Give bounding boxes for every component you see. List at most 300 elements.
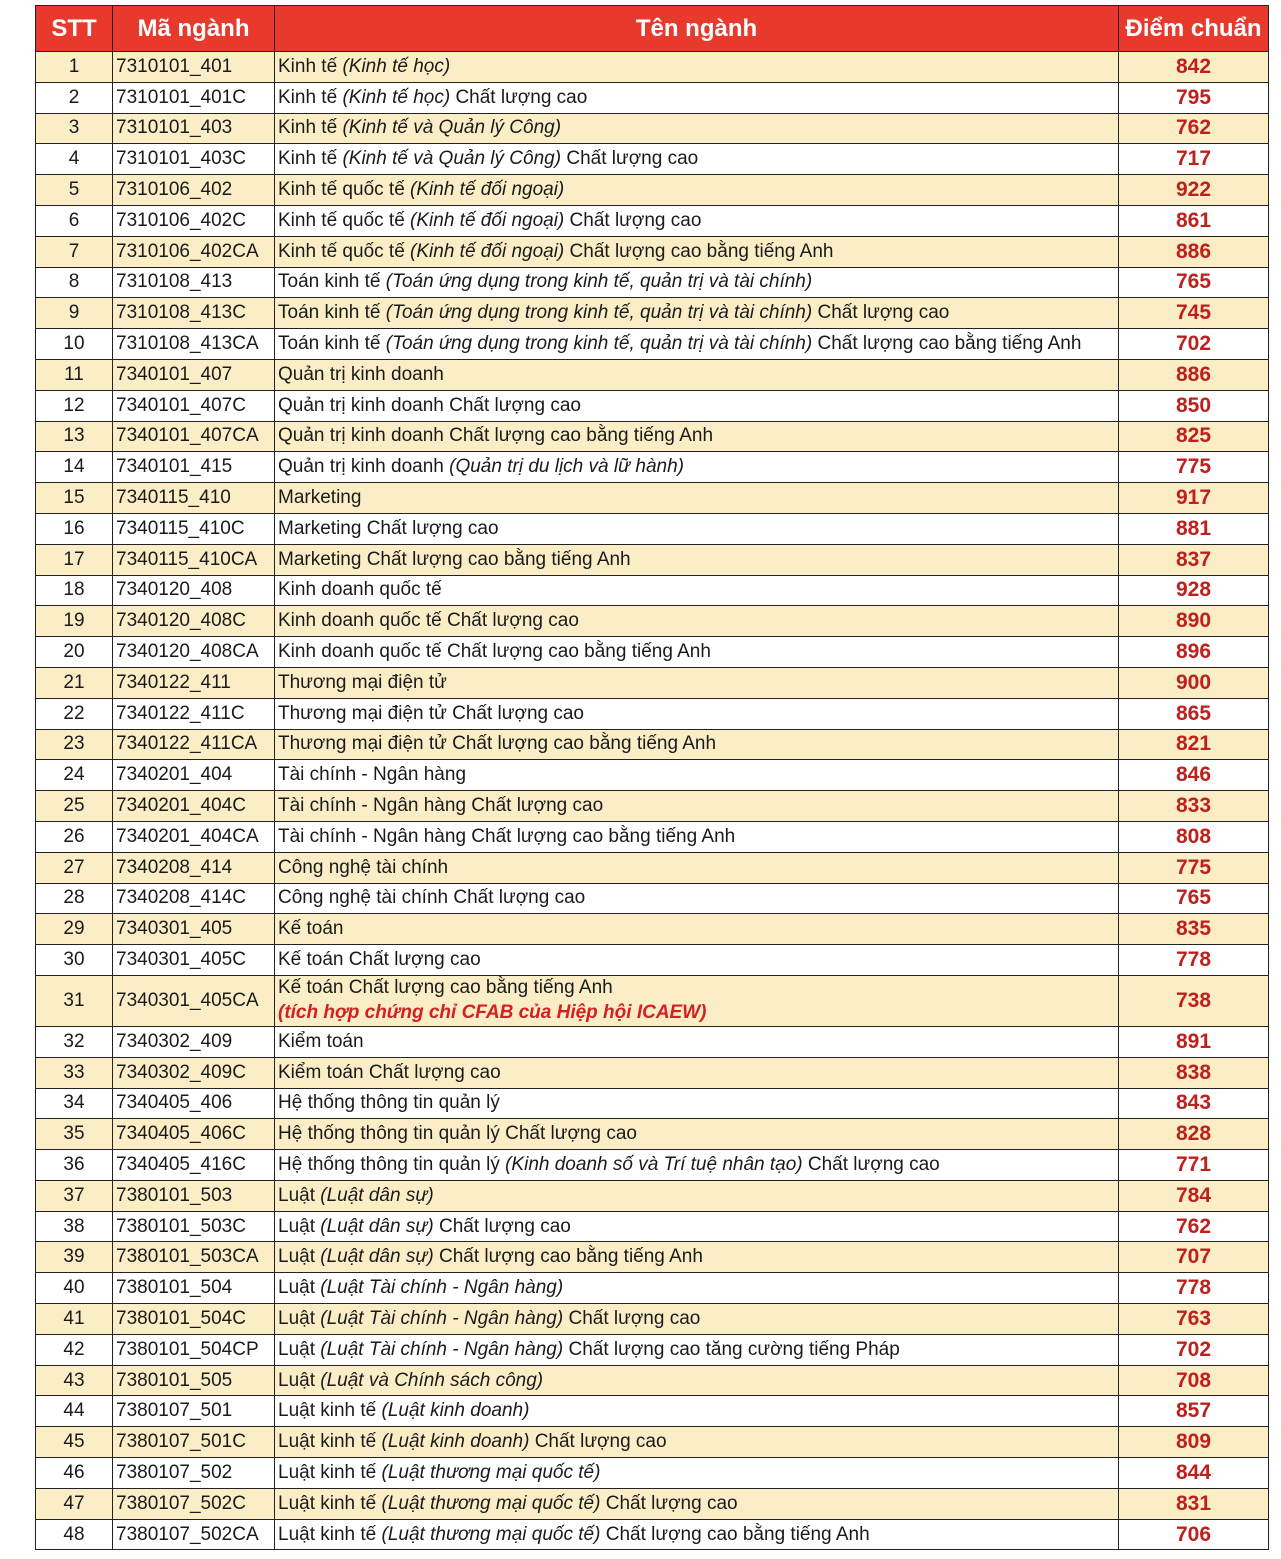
major-name-text: Toán kinh tế — [278, 333, 386, 355]
row-index: 43 — [36, 1365, 113, 1396]
major-code: 7340301_405CA — [113, 975, 275, 1026]
major-name-text: Thương mại điện tử — [278, 671, 447, 693]
major-specialization: (Kinh tế và Quản lý Công) — [342, 117, 562, 139]
major-code: 7310106_402C — [113, 205, 275, 236]
table-row — [36, 359, 1269, 390]
major-code: 7340201_404C — [113, 791, 275, 822]
row-index: 45 — [36, 1427, 113, 1458]
major-code: 7380101_503 — [113, 1180, 275, 1211]
major-name-text: Luật kinh tế — [278, 1523, 382, 1545]
major-code: 7310106_402 — [113, 175, 275, 206]
row-index: 42 — [36, 1334, 113, 1365]
major-name — [275, 205, 1119, 236]
table-row — [36, 205, 1269, 236]
table-row — [36, 298, 1269, 329]
major-name — [275, 1150, 1119, 1181]
major-specialization: (Toán ứng dụng trong kinh tế, quản trị và tài chính) — [385, 271, 813, 293]
table-row — [36, 975, 1269, 1026]
major-program-type: Chất lượng cao — [529, 1431, 667, 1453]
major-name — [275, 1304, 1119, 1335]
major-name — [275, 1427, 1119, 1458]
row-index: 41 — [36, 1304, 113, 1335]
row-index: 17 — [36, 544, 113, 575]
header-stt: STT — [36, 6, 113, 52]
major-name-text: Luật — [278, 1246, 321, 1268]
table-row — [36, 760, 1269, 791]
cutoff-score: 835 — [1119, 914, 1269, 945]
table-row — [36, 698, 1269, 729]
major-name — [275, 421, 1119, 452]
cutoff-score: 708 — [1119, 1365, 1269, 1396]
major-name-text: Luật — [278, 1338, 321, 1360]
major-name-text: Kinh tế — [278, 55, 343, 77]
major-specialization: (Luật Tài chính - Ngân hàng) — [320, 1338, 564, 1360]
cutoff-score: 706 — [1119, 1519, 1269, 1550]
major-name — [275, 236, 1119, 267]
row-index: 26 — [36, 821, 113, 852]
major-code: 7310101_403 — [113, 113, 275, 144]
major-name — [275, 1057, 1119, 1088]
row-index: 18 — [36, 575, 113, 606]
major-code: 7340115_410CA — [113, 544, 275, 575]
major-specialization: (Luật Tài chính - Ngân hàng) — [320, 1277, 564, 1299]
major-code: 7310101_403C — [113, 144, 275, 175]
table-row — [36, 1458, 1269, 1489]
cutoff-score: 825 — [1119, 421, 1269, 452]
major-code: 7380107_502CA — [113, 1519, 275, 1550]
major-name — [275, 760, 1119, 791]
cutoff-score: 881 — [1119, 513, 1269, 544]
row-index: 3 — [36, 113, 113, 144]
major-name-text: Kinh doanh quốc tế Chất lượng cao — [278, 610, 579, 632]
cutoff-score: 707 — [1119, 1242, 1269, 1273]
cutoff-score: 778 — [1119, 1273, 1269, 1304]
cutoff-score: 808 — [1119, 821, 1269, 852]
cutoff-score: 843 — [1119, 1088, 1269, 1119]
major-program-type: Chất lượng cao — [561, 148, 699, 170]
major-specialization: (Luật dân sự) — [320, 1246, 434, 1268]
major-name-text: Kinh tế quốc tế — [278, 179, 411, 201]
cutoff-score: 745 — [1119, 298, 1269, 329]
row-index: 8 — [36, 267, 113, 298]
row-index: 33 — [36, 1057, 113, 1088]
major-specialization: (Quản trị du lịch và lữ hành) — [449, 456, 684, 478]
row-index: 15 — [36, 483, 113, 514]
major-specialization: (Toán ứng dụng trong kinh tế, quản trị và tài chính) — [385, 333, 813, 355]
major-name — [275, 1119, 1119, 1150]
major-name-text: Kinh tế — [278, 117, 343, 139]
cutoff-score: 896 — [1119, 637, 1269, 668]
major-name-text: Toán kinh tế — [278, 271, 386, 293]
table-row — [36, 1026, 1269, 1057]
row-index: 28 — [36, 883, 113, 914]
cutoff-score: 765 — [1119, 267, 1269, 298]
major-code: 7340122_411 — [113, 667, 275, 698]
major-name — [275, 945, 1119, 976]
major-program-type: Chất lượng cao — [564, 209, 702, 231]
major-name-text: Kế toán Chất lượng cao bằng tiếng Anh — [278, 977, 613, 999]
table-row — [36, 1519, 1269, 1550]
major-program-type: Chất lượng cao bằng tiếng Anh — [600, 1523, 870, 1545]
row-index: 20 — [36, 637, 113, 668]
cutoff-score: 890 — [1119, 606, 1269, 637]
cutoff-score: 795 — [1119, 82, 1269, 113]
major-name-text: Tài chính - Ngân hàng Chất lượng cao — [278, 795, 604, 817]
row-index: 9 — [36, 298, 113, 329]
major-name-text: Marketing — [278, 487, 362, 509]
row-index: 13 — [36, 421, 113, 452]
major-name — [275, 52, 1119, 83]
row-index: 4 — [36, 144, 113, 175]
major-name-text: Kinh tế — [278, 86, 343, 108]
major-name-text: Công nghệ tài chính Chất lượng cao — [278, 887, 586, 909]
table-header — [36, 6, 1269, 52]
table-row — [36, 606, 1269, 637]
major-code: 7340208_414 — [113, 852, 275, 883]
cutoff-score: 842 — [1119, 52, 1269, 83]
major-name — [275, 82, 1119, 113]
cutoff-score: 886 — [1119, 359, 1269, 390]
major-name — [275, 1365, 1119, 1396]
major-code: 7310106_402CA — [113, 236, 275, 267]
row-index: 6 — [36, 205, 113, 236]
major-name — [275, 513, 1119, 544]
major-specialization: (Kinh tế học) — [342, 55, 451, 77]
major-code: 7380101_503C — [113, 1211, 275, 1242]
table-body — [36, 52, 1269, 1550]
major-specialization: (Kinh tế đối ngoại) — [410, 179, 565, 201]
major-specialization: (Luật thương mại quốc tế) — [381, 1461, 601, 1483]
row-index: 14 — [36, 452, 113, 483]
major-name — [275, 791, 1119, 822]
table-row — [36, 483, 1269, 514]
major-name-text: Thương mại điện tử Chất lượng cao bằng tiếng Anh — [278, 733, 717, 755]
major-name — [275, 1088, 1119, 1119]
major-code: 7380107_502 — [113, 1458, 275, 1489]
major-name-text: Toán kinh tế — [278, 302, 386, 324]
major-name — [275, 667, 1119, 698]
major-name — [275, 914, 1119, 945]
major-name — [275, 1334, 1119, 1365]
cutoff-score: 775 — [1119, 452, 1269, 483]
major-name-text: Luật — [278, 1307, 321, 1329]
table-row — [36, 667, 1269, 698]
table-row — [36, 144, 1269, 175]
major-code: 7380101_504CP — [113, 1334, 275, 1365]
cutoff-score: 865 — [1119, 698, 1269, 729]
table-row — [36, 82, 1269, 113]
major-specialization: (Kinh doanh số và Trí tuệ nhân tạo) — [505, 1153, 803, 1175]
major-code: 7340120_408C — [113, 606, 275, 637]
row-index: 29 — [36, 914, 113, 945]
major-code: 7340101_407C — [113, 390, 275, 421]
cutoff-score: 917 — [1119, 483, 1269, 514]
major-name-text: Kiểm toán — [278, 1030, 364, 1052]
major-code: 7340120_408CA — [113, 637, 275, 668]
major-name-text: Quản trị kinh doanh Chất lượng cao — [278, 394, 581, 416]
major-code: 7340122_411C — [113, 698, 275, 729]
cutoff-score: 922 — [1119, 175, 1269, 206]
major-name — [275, 1026, 1119, 1057]
major-program-type: Chất lượng cao — [433, 1215, 571, 1237]
table-row — [36, 390, 1269, 421]
table-row — [36, 267, 1269, 298]
table-row — [36, 1365, 1269, 1396]
row-index: 2 — [36, 82, 113, 113]
major-name — [275, 975, 1119, 1026]
major-name-text: Kế toán Chất lượng cao — [278, 949, 481, 970]
major-program-type: Chất lượng cao — [812, 302, 950, 324]
cutoff-score: 886 — [1119, 236, 1269, 267]
row-index: 39 — [36, 1242, 113, 1273]
major-name-text: Kiểm toán Chất lượng cao — [278, 1061, 501, 1083]
major-name — [275, 729, 1119, 760]
major-code: 7340101_415 — [113, 452, 275, 483]
row-index: 1 — [36, 52, 113, 83]
table-row — [36, 821, 1269, 852]
major-name-text: Kinh tế quốc tế — [278, 240, 411, 262]
major-name — [275, 544, 1119, 575]
table-row — [36, 513, 1269, 544]
major-name-text: Hệ thống thông tin quản lý — [278, 1092, 500, 1114]
cutoff-score: 833 — [1119, 791, 1269, 822]
major-name-text: Luật — [278, 1215, 321, 1237]
cutoff-score: 821 — [1119, 729, 1269, 760]
major-name — [275, 175, 1119, 206]
row-index: 36 — [36, 1150, 113, 1181]
cutoff-score: 838 — [1119, 1057, 1269, 1088]
major-code: 7340405_416C — [113, 1150, 275, 1181]
table-row — [36, 1057, 1269, 1088]
cutoff-score: 928 — [1119, 575, 1269, 606]
major-specialization: (Luật thương mại quốc tế) — [381, 1523, 601, 1545]
table-row — [36, 1211, 1269, 1242]
major-name — [275, 1488, 1119, 1519]
major-specialization: (Luật thương mại quốc tế) — [381, 1492, 601, 1514]
major-code: 7340101_407 — [113, 359, 275, 390]
row-index: 40 — [36, 1273, 113, 1304]
major-name — [275, 1180, 1119, 1211]
major-code: 7340201_404CA — [113, 821, 275, 852]
table-row — [36, 1396, 1269, 1427]
major-name-text: Kinh tế — [278, 148, 343, 170]
major-code: 7340115_410C — [113, 513, 275, 544]
major-name — [275, 637, 1119, 668]
cutoff-score: 762 — [1119, 113, 1269, 144]
table-row — [36, 1334, 1269, 1365]
table-row — [36, 575, 1269, 606]
table-row — [36, 1088, 1269, 1119]
major-specialization: (Luật kinh doanh) — [381, 1400, 530, 1422]
table-row — [36, 329, 1269, 360]
cutoff-score: 717 — [1119, 144, 1269, 175]
major-name — [275, 1396, 1119, 1427]
cutoff-score: 765 — [1119, 883, 1269, 914]
table-row — [36, 914, 1269, 945]
cutoff-score: 828 — [1119, 1119, 1269, 1150]
major-code: 7340115_410 — [113, 483, 275, 514]
table-row — [36, 1427, 1269, 1458]
major-code: 7340405_406 — [113, 1088, 275, 1119]
major-program-type: Chất lượng cao tăng cường tiếng Pháp — [563, 1338, 900, 1360]
row-index: 7 — [36, 236, 113, 267]
major-name-text: Thương mại điện tử Chất lượng cao — [278, 702, 584, 724]
cutoff-score: 809 — [1119, 1427, 1269, 1458]
header-row — [36, 6, 1269, 52]
major-code: 7380107_501 — [113, 1396, 275, 1427]
table-row — [36, 544, 1269, 575]
table-row — [36, 1150, 1269, 1181]
row-index: 30 — [36, 945, 113, 976]
major-name-text: Kế toán — [278, 918, 344, 940]
major-name-text: Kinh doanh quốc tế — [278, 579, 442, 601]
major-name — [275, 852, 1119, 883]
major-program-type: Chất lượng cao bằng tiếng Anh — [564, 240, 834, 262]
major-name — [275, 1458, 1119, 1489]
major-name-text: Công nghệ tài chính — [278, 856, 449, 878]
major-name — [275, 113, 1119, 144]
major-code: 7340405_406C — [113, 1119, 275, 1150]
major-code: 7380101_504C — [113, 1304, 275, 1335]
table-row — [36, 1488, 1269, 1519]
major-name-text: Kinh doanh quốc tế Chất lượng cao bằng tiếng Anh — [278, 641, 711, 663]
row-index: 11 — [36, 359, 113, 390]
major-name-text: Tài chính - Ngân hàng — [278, 764, 467, 786]
major-name — [275, 883, 1119, 914]
major-code: 7340301_405C — [113, 945, 275, 976]
row-index: 37 — [36, 1180, 113, 1211]
row-index: 44 — [36, 1396, 113, 1427]
major-code: 7340101_407CA — [113, 421, 275, 452]
major-name — [275, 1273, 1119, 1304]
cutoff-score: 846 — [1119, 760, 1269, 791]
cutoff-score: 891 — [1119, 1026, 1269, 1057]
major-name-text: Hệ thống thông tin quản lý — [278, 1153, 506, 1175]
major-program-type: Chất lượng cao bằng tiếng Anh — [812, 333, 1082, 355]
row-index: 5 — [36, 175, 113, 206]
major-specialization: (Luật dân sự) — [320, 1184, 434, 1206]
major-name — [275, 329, 1119, 360]
header-code: Mã ngành — [113, 6, 275, 52]
row-index: 46 — [36, 1458, 113, 1489]
cutoff-score: 771 — [1119, 1150, 1269, 1181]
row-index: 27 — [36, 852, 113, 883]
major-code: 7310101_401C — [113, 82, 275, 113]
cutoff-score: 738 — [1119, 975, 1269, 1026]
row-index: 16 — [36, 513, 113, 544]
header-score: Điểm chuẩn — [1119, 6, 1269, 52]
major-name — [275, 298, 1119, 329]
major-code: 7310108_413C — [113, 298, 275, 329]
cutoff-score: 778 — [1119, 945, 1269, 976]
table-row — [36, 637, 1269, 668]
major-name-text: Quản trị kinh doanh — [278, 363, 444, 385]
major-name — [275, 483, 1119, 514]
major-specialization: (Kinh tế học) — [342, 86, 451, 108]
row-index: 19 — [36, 606, 113, 637]
major-name — [275, 698, 1119, 729]
major-name — [275, 144, 1119, 175]
major-specialization: (Kinh tế đối ngoại) — [410, 240, 565, 262]
major-name-text: Luật — [278, 1277, 321, 1299]
cutoff-score: 762 — [1119, 1211, 1269, 1242]
major-specialization: (Kinh tế và Quản lý Công) — [342, 148, 562, 170]
row-index: 22 — [36, 698, 113, 729]
row-index: 47 — [36, 1488, 113, 1519]
major-name-text: Kinh tế quốc tế — [278, 209, 411, 231]
header-name: Tên ngành — [275, 6, 1119, 52]
major-program-type: Chất lượng cao — [600, 1492, 738, 1514]
table-row — [36, 791, 1269, 822]
major-name — [275, 452, 1119, 483]
table-row — [36, 1304, 1269, 1335]
table-row — [36, 1180, 1269, 1211]
major-code: 7380101_505 — [113, 1365, 275, 1396]
cutoff-score: 900 — [1119, 667, 1269, 698]
major-name-text: Marketing Chất lượng cao — [278, 517, 499, 539]
table-row — [36, 883, 1269, 914]
major-name-text: Tài chính - Ngân hàng Chất lượng cao bằng tiếng Anh — [278, 825, 736, 847]
row-index: 48 — [36, 1519, 113, 1550]
major-name — [275, 1242, 1119, 1273]
table-row — [36, 113, 1269, 144]
major-name — [275, 390, 1119, 421]
cutoff-score: 763 — [1119, 1304, 1269, 1335]
major-code: 7380107_502C — [113, 1488, 275, 1519]
major-code: 7340302_409 — [113, 1026, 275, 1057]
row-index: 34 — [36, 1088, 113, 1119]
table-row — [36, 175, 1269, 206]
major-specialization: (Toán ứng dụng trong kinh tế, quản trị và tài chính) — [385, 302, 813, 324]
major-specialization: (Luật kinh doanh) — [381, 1431, 530, 1453]
table-row — [36, 236, 1269, 267]
cutoff-score: 702 — [1119, 1334, 1269, 1365]
cutoff-score: 857 — [1119, 1396, 1269, 1427]
major-program-type: Chất lượng cao — [563, 1307, 701, 1329]
major-name-text: Luật kinh tế — [278, 1400, 382, 1422]
major-name-text: Luật kinh tế — [278, 1431, 382, 1453]
major-code: 7310108_413CA — [113, 329, 275, 360]
major-specialization: (Luật dân sự) — [320, 1215, 434, 1237]
major-name — [275, 821, 1119, 852]
major-program-type: Chất lượng cao — [802, 1153, 940, 1175]
major-code: 7340302_409C — [113, 1057, 275, 1088]
cutoff-score: 850 — [1119, 390, 1269, 421]
major-code: 7340208_414C — [113, 883, 275, 914]
major-name — [275, 1211, 1119, 1242]
cutoff-score: 831 — [1119, 1488, 1269, 1519]
major-name — [275, 267, 1119, 298]
row-index: 23 — [36, 729, 113, 760]
major-program-type: Chất lượng cao — [450, 86, 588, 108]
major-code: 7380101_503CA — [113, 1242, 275, 1273]
row-index: 31 — [36, 975, 113, 1026]
row-index: 25 — [36, 791, 113, 822]
table-row — [36, 1119, 1269, 1150]
row-index: 10 — [36, 329, 113, 360]
major-name — [275, 606, 1119, 637]
table-row — [36, 52, 1269, 83]
major-code: 7380101_504 — [113, 1273, 275, 1304]
row-index: 21 — [36, 667, 113, 698]
row-index: 24 — [36, 760, 113, 791]
major-name-text: Quản trị kinh doanh Chất lượng cao bằng tiếng Anh — [278, 425, 714, 447]
cutoff-score: 702 — [1119, 329, 1269, 360]
table-row — [36, 945, 1269, 976]
row-index: 12 — [36, 390, 113, 421]
cutoff-score: 837 — [1119, 544, 1269, 575]
row-index: 38 — [36, 1211, 113, 1242]
